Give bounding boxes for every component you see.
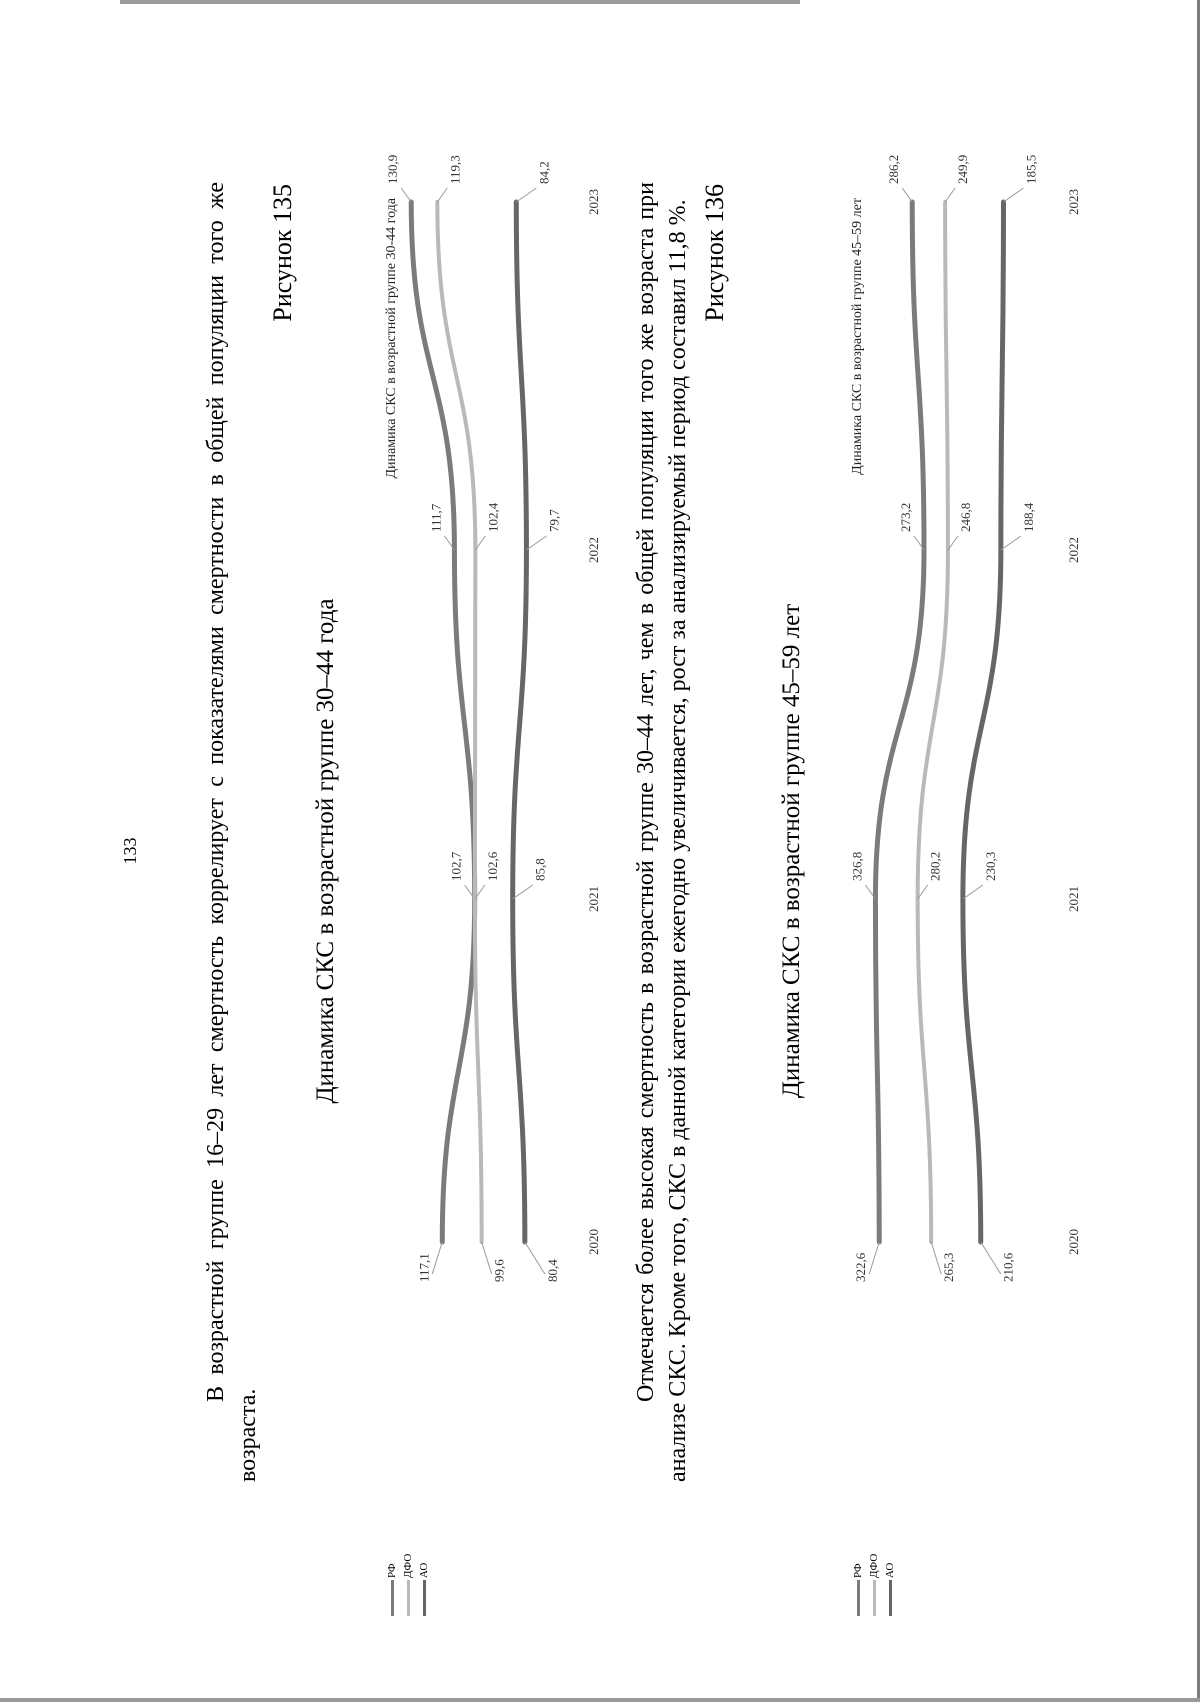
chart-30-44	[312, 0, 622, 1702]
data-label-leader	[526, 536, 546, 550]
data-label: 102,6	[484, 851, 500, 881]
series-line-1	[918, 202, 948, 1242]
chart-title: Динамика СКС в возрастной группе 30–44 года	[312, 598, 339, 1104]
data-label-leader	[437, 188, 447, 202]
x-tick-label: 2020	[586, 1229, 601, 1255]
data-label: 188,4	[1020, 502, 1036, 532]
data-label-leader	[1003, 188, 1023, 202]
legend-label: ДФО	[402, 1553, 414, 1578]
legend-label: РФ	[386, 1563, 398, 1578]
data-label: 246,8	[957, 502, 973, 532]
data-label-leader	[945, 188, 955, 202]
data-label: 102,4	[485, 502, 501, 532]
figure-136-label: Рисунок 136	[700, 184, 729, 322]
data-label-leader	[516, 188, 536, 202]
data-label: 322,6	[853, 1252, 869, 1282]
data-label: 119,3	[447, 155, 463, 184]
data-label: 79,7	[546, 509, 562, 532]
data-label: 280,2	[927, 851, 943, 881]
x-tick-label: 2020	[1066, 1229, 1081, 1255]
data-label-leader	[401, 188, 411, 202]
x-tick-label: 2023	[586, 189, 601, 215]
data-label: 117,1	[416, 1253, 432, 1282]
legend-label: РФ	[852, 1563, 864, 1578]
data-label-leader	[432, 1242, 442, 1274]
chart-subtitle: Динамика СКС в возрастной группе 45–59 лет	[850, 198, 865, 475]
data-label-leader	[931, 1242, 941, 1274]
x-tick-label: 2022	[1066, 537, 1081, 563]
legend-label: ДФО	[868, 1553, 880, 1578]
x-tick-label: 2021	[586, 886, 601, 912]
data-label: 249,9	[955, 154, 971, 184]
x-tick-label: 2021	[1066, 886, 1081, 912]
data-label: 102,7	[448, 851, 464, 881]
page-number: 133	[120, 837, 140, 865]
data-label-leader	[869, 1242, 879, 1274]
series-line-0	[875, 202, 924, 1242]
data-label: 130,9	[385, 154, 401, 184]
data-label-leader	[525, 1242, 545, 1274]
data-label-leader	[513, 885, 533, 899]
figure-135-label: Рисунок 135	[268, 184, 297, 322]
series-line-1	[437, 202, 481, 1242]
data-label-leader	[482, 1242, 492, 1274]
data-label: 265,3	[941, 1252, 957, 1282]
data-label: 80,4	[544, 1259, 560, 1282]
data-label: 326,8	[849, 851, 865, 881]
data-label: 230,3	[982, 851, 998, 881]
data-label: 85,8	[532, 858, 548, 881]
series-line-0	[411, 202, 474, 1242]
legend-label: АО	[418, 1562, 430, 1578]
x-tick-label: 2022	[586, 537, 601, 563]
data-label-leader	[981, 1242, 1001, 1274]
data-label: 185,5	[1023, 154, 1039, 184]
series-line-2	[963, 202, 1004, 1242]
chart-plot	[312, 0, 622, 1702]
paragraph-30-44: Отмечается более высокая смертность в возрастной группе 30–44 лет, чем в общей популяции того же возраста при анализе СКС. Кроме того, СКС в данной категории ежегодно увеличивается, рост за анализируемый период составил 11,8 %.	[633, 182, 691, 1482]
data-label-leader	[902, 188, 912, 202]
data-label: 210,6	[1000, 1252, 1016, 1282]
paragraph-16-29: В возрастной группе 16–29 лет смертность коррелирует с показателями смертности в общей популяции того же возраста.	[203, 182, 261, 1482]
data-label-leader	[1001, 536, 1021, 550]
data-label-leader	[963, 885, 983, 899]
data-label: 111,7	[428, 503, 444, 532]
x-tick-label: 2023	[1066, 189, 1081, 215]
data-label: 84,2	[536, 161, 552, 184]
legend-label: АО	[884, 1562, 896, 1578]
data-label: 286,2	[886, 154, 902, 184]
data-label: 99,6	[491, 1259, 507, 1282]
series-line-2	[513, 202, 527, 1242]
chart-title: Динамика СКС в возрастной группе 45–59 лет	[778, 603, 805, 1099]
data-label: 273,2	[898, 502, 914, 532]
chart-45-59	[778, 0, 1088, 1702]
chart-subtitle: Динамика СКС в возрастной группе 30-44 года	[384, 198, 399, 479]
chart-plot	[778, 0, 1088, 1702]
